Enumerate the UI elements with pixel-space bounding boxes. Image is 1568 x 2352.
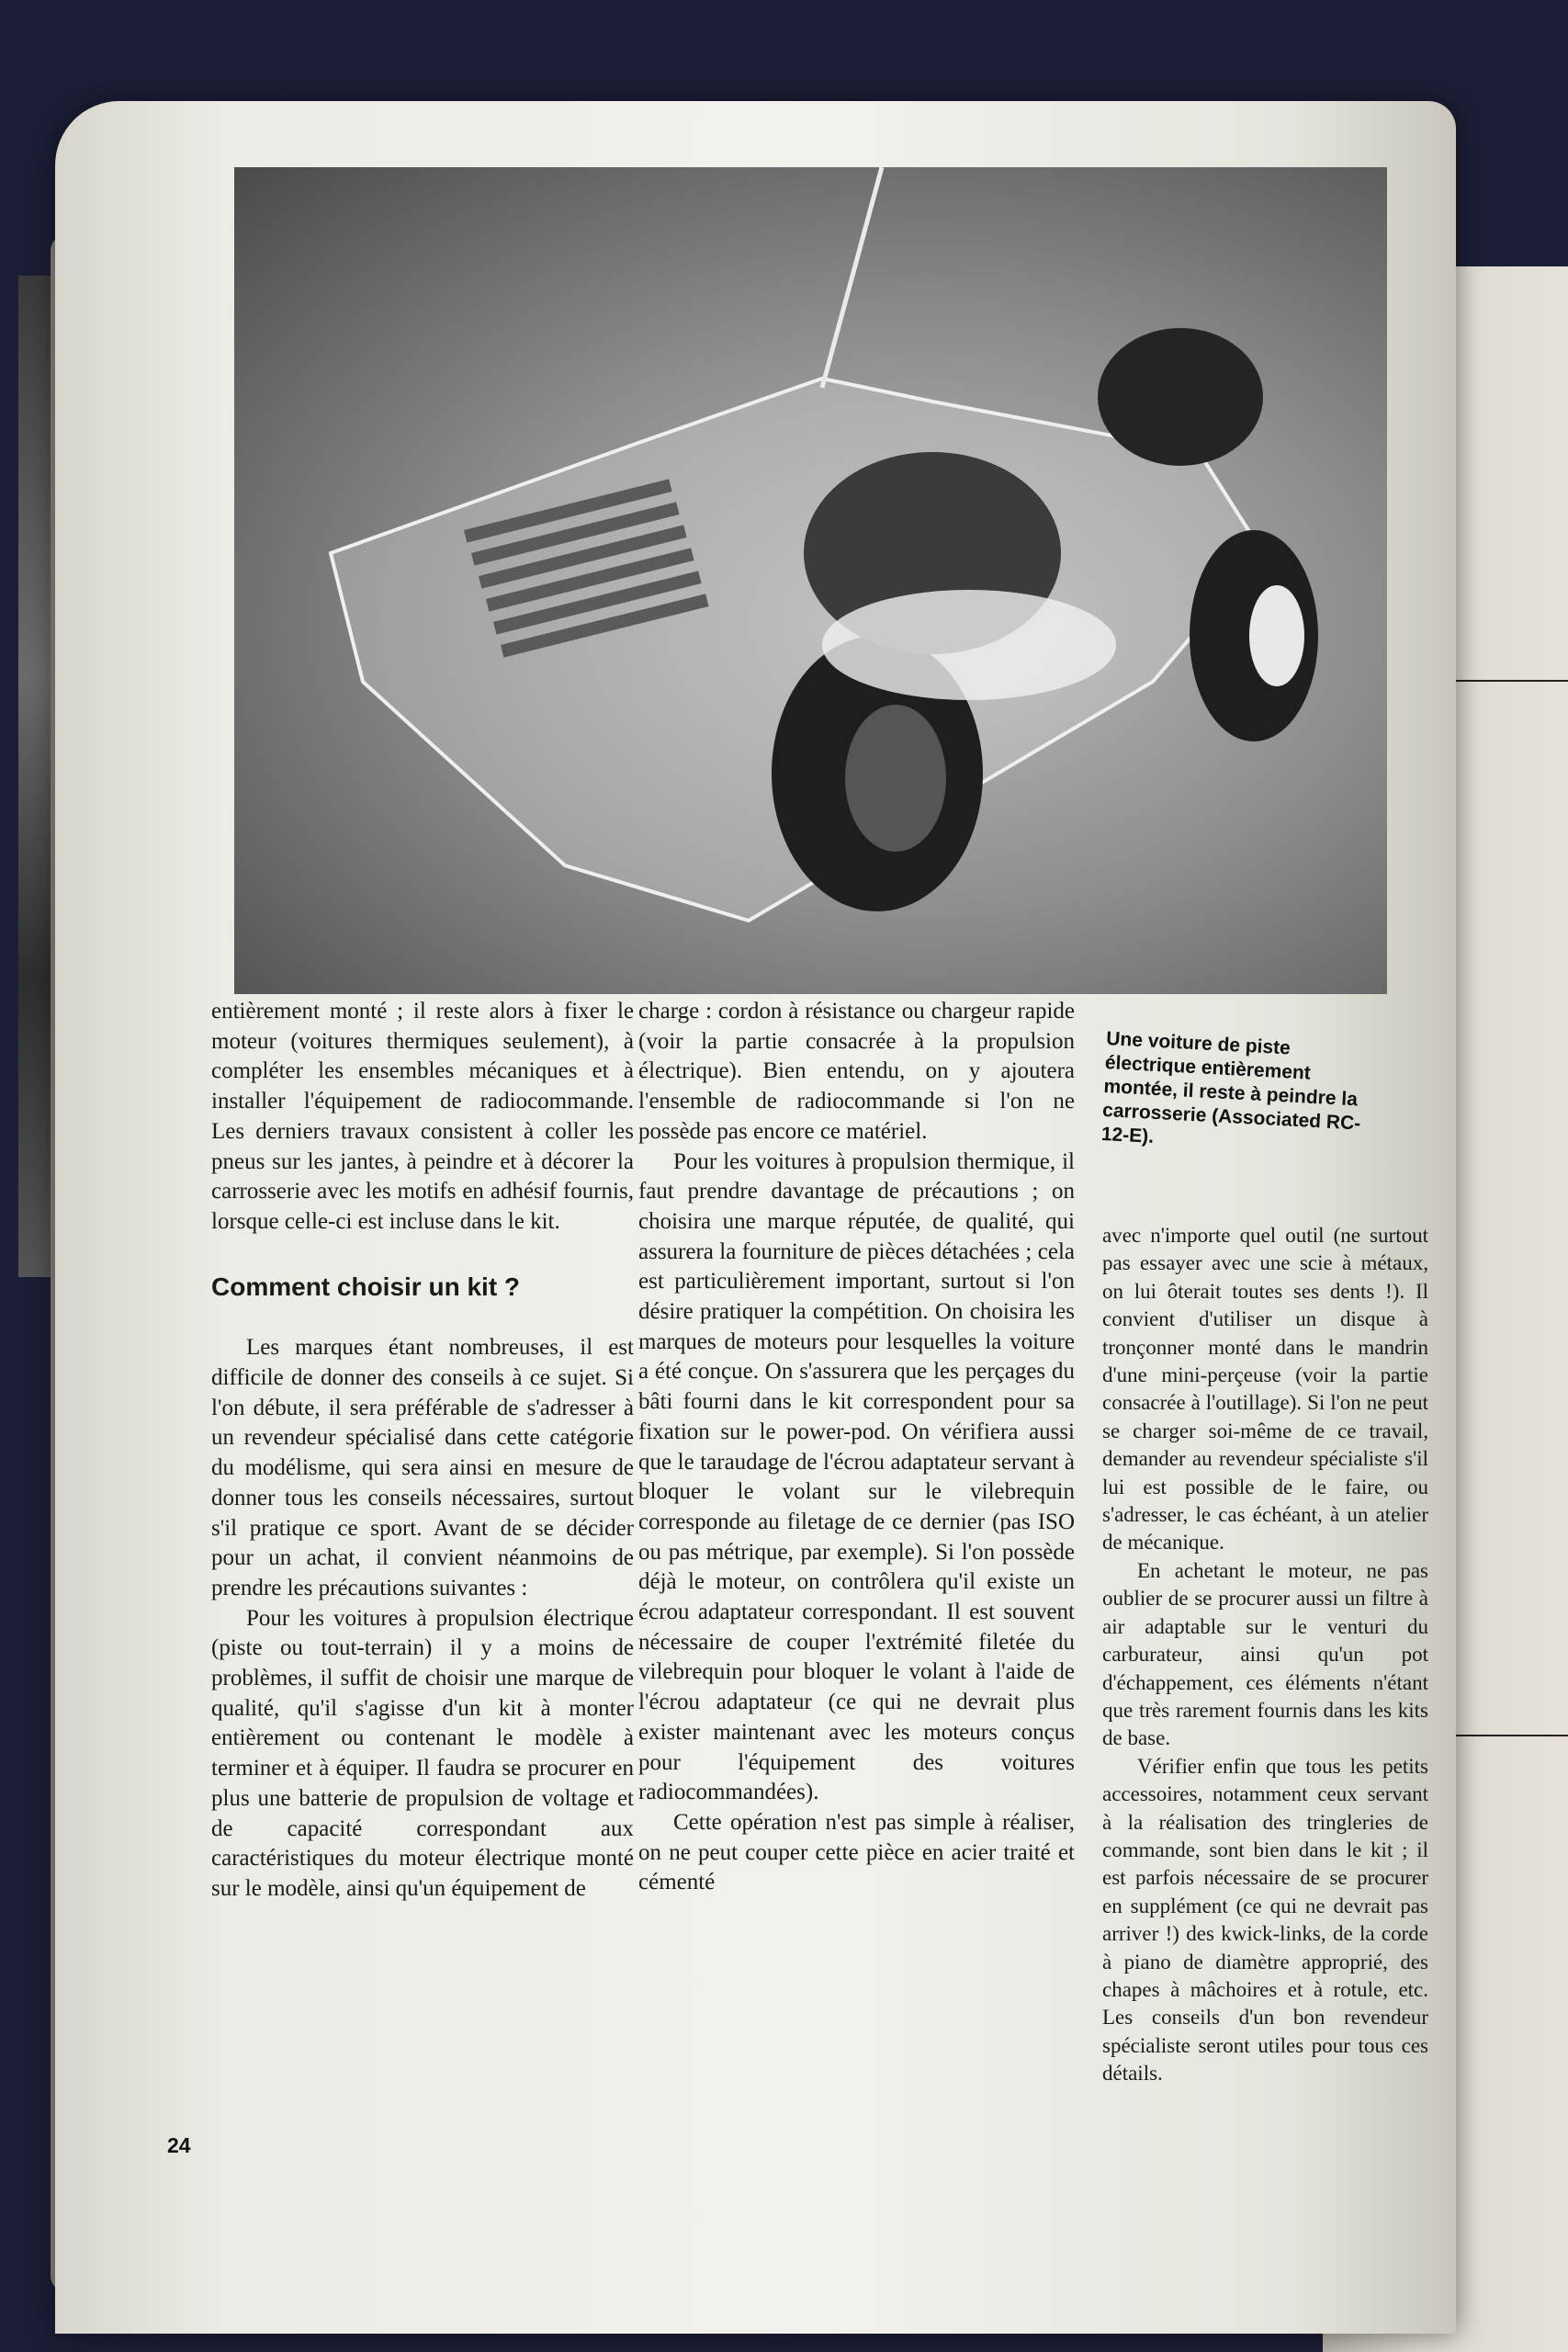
paragraph: Vérifier enfin que tous les petits accessoires, notamment ceux servant à la réalisation des tringleries de commande, sont bien dans le kit ; il est parfois nécessaire de se procurer en supplément (ce qui ne devrait pas arriver !) des kwick-links, de la corde à piano de diamètre approprié, des chapes à mâchoires et à rotule, etc. Les conseils d'un bon revendeur spécialiste seront utiles pour tous ces détails.: [1102, 1754, 1428, 2086]
paragraph: Les marques étant nombreuses, il est difficile de donner des conseils à ce sujet. Si l'on débute, il sera préférable de s'adresser à un revendeur spécialisé dans cette catégorie du modélisme, qui sera ainsi en mesure de donner tous les conseils nécessaires, surtout s'il pratique ce sport. Avant de se décider pour un achat, il convient néanmoins de prendre les précautions suivantes :: [211, 1335, 634, 1600]
text-column-1: [211, 997, 634, 1905]
paragraph: Pour les voitures à propulsion thermique, il faut prendre davantage de précautions ; on choisira une marque réputée, de qualité, qui assurera la fourniture de pièces détachées ; cela est particulièrement important, surtout si l'on désire pratiquer la compétition. On choisira les marques de moteurs pour lesquelles la voiture a été conçue. On s'assurera que les perçages du bâti fourni dans le kit correspondent pour sa fixation sur le power-pod. On vérifiera aussi que le taraudage de l'écrou adaptateur servant à bloquer le volant sur le vilebrequin corresponde au filetage de ce dernier (pas ISO ou pas métrique, par exemple). Si l'on possède déjà le moteur, on contrôlera qu'il existe un écrou adaptateur correspondant. Il est souvent nécessaire de couper l'extrémité filetée du vilebrequin pour bloquer le volant à l'aide de l'écrou adaptateur (ce qui ne devrait plus exister maintenant avec les moteurs conçus pour l'équipement des voitures radiocommandées).: [638, 1148, 1075, 1805]
photo-caption: Une voiture de piste électrique entièrement montée, il reste à peindre la carrosserie (Associated RC-12-E).: [1100, 1027, 1361, 1148]
rc-car-illustration: [234, 167, 1387, 994]
section-heading: Comment choisir un kit ?: [211, 1272, 521, 1301]
text-column-2: [638, 997, 1075, 1898]
paragraph: Cette opération n'est pas simple à réaliser, on ne peut couper cette pièce en acier traité et cémenté: [638, 1809, 1075, 1895]
paragraph: avec n'importe quel outil (ne surtout pas essayer avec une scie à métaux, on lui ôterait toutes ses dents !). Il convient d'utiliser un disque à tronçonner monté dans le mandrin d'une mini-perçeuse (voir la partie consacrée à l'outillage). Si l'on ne peut se charger soi-même de ce travail, demander au revendeur spécialiste s'il lui est possible de le faire, ou s'adresser, le cas échéant, à un atelier de mécanique.: [1102, 1224, 1428, 1555]
paragraph: charge : cordon à résistance ou chargeur rapide (voir la partie consacrée à la propulsion électrique). Bien entendu, on y ajoutera l'ensemble de radiocommande si l'on ne possède pas encore ce matériel.: [638, 999, 1075, 1144]
page-number: 24: [167, 2133, 191, 2157]
paragraph: Pour les voitures à propulsion électrique (piste ou tout-terrain) il y a moins de problèmes, il suffit de choisir une marque de qualité, qu'il s'agisse d'un kit à monter entièrement ou contenant le modèle à terminer et à équiper. Il faudra se procurer en plus une batterie de propulsion de voltage et de capacité correspondant aux caractéristiques du moteur électrique monté sur le modèle, ainsi qu'un équipement de: [211, 1605, 634, 1901]
car-photo: [234, 167, 1387, 994]
paragraph: En achetant le moteur, ne pas oublier de se procurer aussi un filtre à air adaptable sur le venturi du carburateur, ainsi qu'un pot d'échappement, ces éléments n'étant que très rarement fournis dans les kits de base.: [1102, 1558, 1428, 1750]
paragraph: entièrement monté ; il reste alors à fixer le moteur (voitures thermiques seulement), à compléter les ensembles mécaniques et à installer l'équipement de radiocommande. Les derniers travaux consistent à coller les pneus sur les jantes, à peindre et à décorer la carrosserie avec les motifs en adhésif fournis, lorsque celle-ci est incluse dans le kit.: [211, 999, 634, 1234]
text-column-3: [1102, 1222, 1428, 2088]
